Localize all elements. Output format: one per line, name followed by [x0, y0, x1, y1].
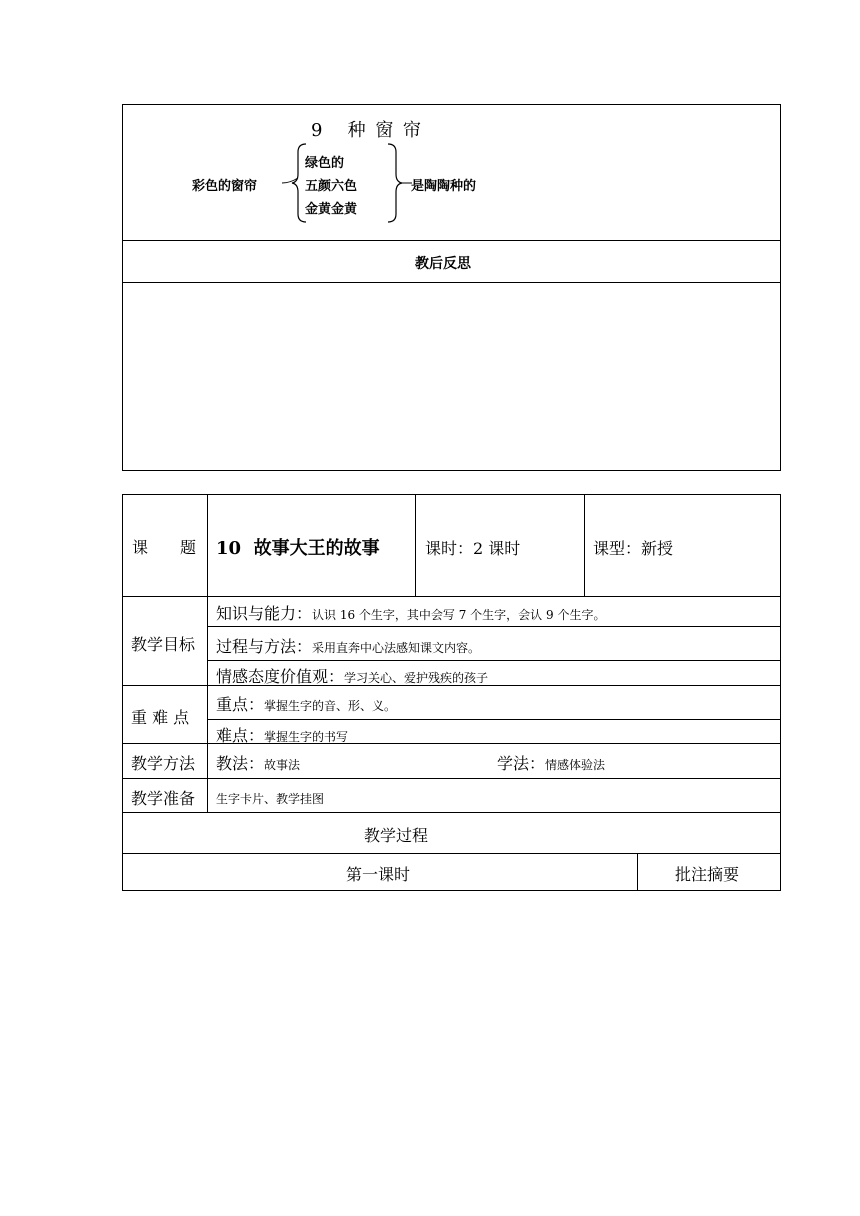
key-text: 掌握生字的音、形、义。 [264, 699, 397, 713]
divider [415, 494, 416, 596]
goal-process [216, 634, 480, 657]
topic-label: 课 题 [132, 538, 197, 557]
lesson-hours: 课时：2 课时 [425, 539, 521, 558]
goal-text: 采用直奔中心法感知课文内容。 [312, 641, 481, 655]
divider [122, 812, 781, 813]
reflection-body[interactable] [123, 283, 780, 470]
divider [207, 660, 781, 661]
method-label: 教学方法 [131, 754, 196, 773]
goals-label: 教学目标 [131, 635, 196, 654]
notes-header: 批注摘要 [675, 865, 740, 884]
lesson-type: 课型：新授 [593, 539, 674, 558]
goal-heading: 过程与方法： [216, 637, 313, 656]
board-left-label: 彩色的窗帘 [192, 179, 258, 194]
divider [207, 626, 781, 627]
board-item-2: 五颜六色 [305, 179, 358, 194]
prep-label: 教学准备 [131, 789, 196, 808]
board-item-3: 金黄金黄 [305, 202, 358, 217]
divider [122, 778, 781, 779]
prep-text: 生字卡片、教学挂图 [216, 792, 325, 806]
key-heading: 重点： [216, 695, 265, 714]
process-header: 教学过程 [364, 826, 429, 845]
goal-knowledge [216, 601, 605, 624]
key-label: 重 难 点 [131, 708, 190, 727]
goal-text: 认识 16 个生字，其中会写 7 个生字，会认 9 个生字。 [312, 608, 606, 622]
learn-method [497, 751, 605, 774]
first-period-header: 第一课时 [346, 865, 411, 884]
divider [584, 494, 585, 596]
learn-method-text: 情感体验法 [545, 758, 606, 772]
board-right-label: 是陶陶种的 [411, 179, 477, 194]
key-heading: 难点： [216, 726, 265, 745]
teach-method-heading: 教法： [216, 754, 265, 773]
goal-heading: 情感态度价值观： [216, 667, 345, 686]
key-text: 掌握生字的书写 [264, 730, 349, 744]
divider [207, 719, 781, 720]
goal-heading: 知识与能力： [216, 604, 313, 623]
teach-method-text: 故事法 [264, 758, 301, 772]
divider [637, 853, 638, 891]
goal-emotion [216, 664, 488, 687]
divider [122, 596, 781, 597]
board-item-1: 绿色的 [305, 156, 345, 171]
learn-method-heading: 学法： [497, 754, 546, 773]
divider [122, 853, 781, 854]
teach-method [216, 751, 300, 774]
divider [122, 240, 781, 241]
reflection-header: 教后反思 [415, 256, 471, 272]
board-title: 9 种 窗 帘 [311, 120, 424, 141]
key-point-main [216, 692, 396, 715]
lesson-title: 10 故事大王的故事 [216, 538, 380, 559]
key-point-difficult [216, 723, 348, 746]
divider [207, 494, 208, 812]
goal-text: 学习关心、爱护残疾的孩子 [344, 671, 489, 685]
